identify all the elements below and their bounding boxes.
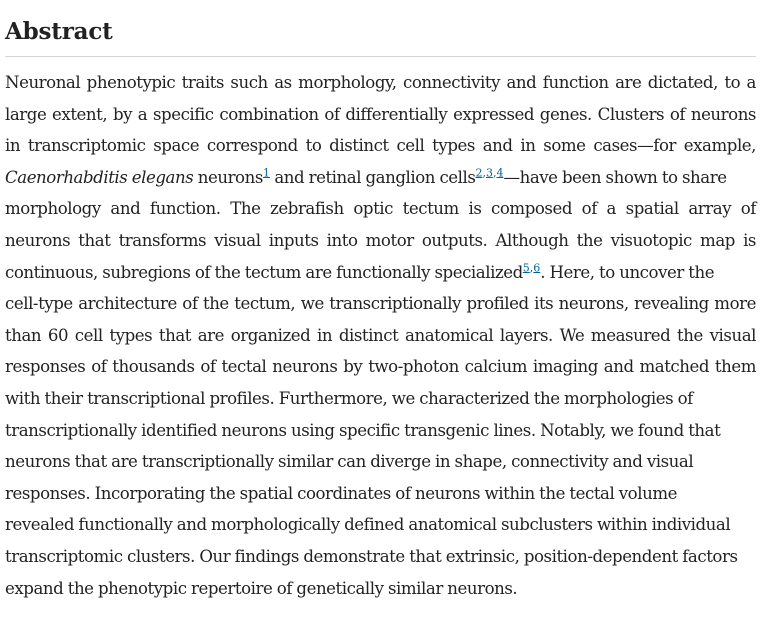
abstract-text: . Here, to uncover the: [540, 262, 715, 282]
reference-link-5[interactable]: 5: [522, 261, 530, 275]
abstract-line: transcriptomic clusters. Our findings demonstrate that extrinsic, position-dependent factors: [5, 546, 738, 566]
abstract-line: revealed functionally and morphologically defined anatomical subclusters within individual: [5, 515, 731, 535]
abstract-text: —have been shown to share: [503, 167, 727, 187]
species-name: Caenorhabditis elegans: [5, 167, 194, 187]
heading-divider: [5, 56, 756, 57]
abstract-line: than 60 cell types that are organized in distinct anatomical layers. We measured the visual: [5, 325, 756, 345]
abstract-text: and retinal ganglion cells: [269, 167, 476, 187]
abstract-line: morphology and function. The zebrafish optic tectum is composed of a spatial array of: [5, 199, 756, 219]
reference-link-4[interactable]: 4: [496, 166, 504, 180]
abstract-line: neurons that are transcriptionally similar can diverge in shape, connectivity and visual: [5, 452, 694, 472]
abstract-line: continuous, subregions of the tectum are functionally specialized$^{5,6}$. Here, to uncover the: [5, 261, 715, 282]
abstract-line: responses. Incorporating the spatial coordinates of neurons within the tectal volume: [5, 483, 677, 503]
abstract-line: neurons that transforms visual inputs into motor outputs. Although the visuotopic map is: [5, 230, 756, 250]
reference-link-3[interactable]: 3: [485, 166, 493, 180]
abstract-text: neurons: [193, 167, 263, 187]
abstract-line: large extent, by a specific combination of differentially expressed genes. Clusters of neurons: [5, 104, 756, 124]
abstract-text: continuous, subregions of the tectum are functionally specialized: [5, 262, 523, 282]
abstract-line: cell-type architecture of the tectum, we transcriptionally profiled its neurons, revealing more: [5, 294, 756, 314]
section-heading: Abstract: [5, 18, 113, 45]
abstract-line: with their transcriptional profiles. Furthermore, we characterized the morphologies of: [5, 388, 693, 408]
reference-link-2[interactable]: 2: [475, 166, 483, 180]
abstract-line: expand the phenotypic repertoire of genetically similar neurons.: [5, 578, 518, 598]
abstract-line: responses of thousands of tectal neurons by two-photon calcium imaging and matched them: [5, 357, 756, 377]
abstract-line: Caenorhabditis elegans neurons$^1$ and retinal ganglion cells$^{2,3,4}$—have been shown to share: [5, 166, 727, 187]
abstract-line: transcriptionally identified neurons using specific transgenic lines. Notably, we found that: [5, 420, 721, 440]
abstract-line: Neuronal phenotypic traits such as morphology, connectivity and function are dictated, to a: [5, 73, 756, 92]
reference-link-6[interactable]: 6: [533, 261, 541, 275]
abstract-line: in transcriptomic space correspond to distinct cell types and in some cases—for example,: [5, 136, 756, 156]
abstract-section: [5, 14, 756, 604]
reference-link-1[interactable]: 1: [262, 166, 270, 180]
abstract-paragraph: [5, 67, 756, 604]
